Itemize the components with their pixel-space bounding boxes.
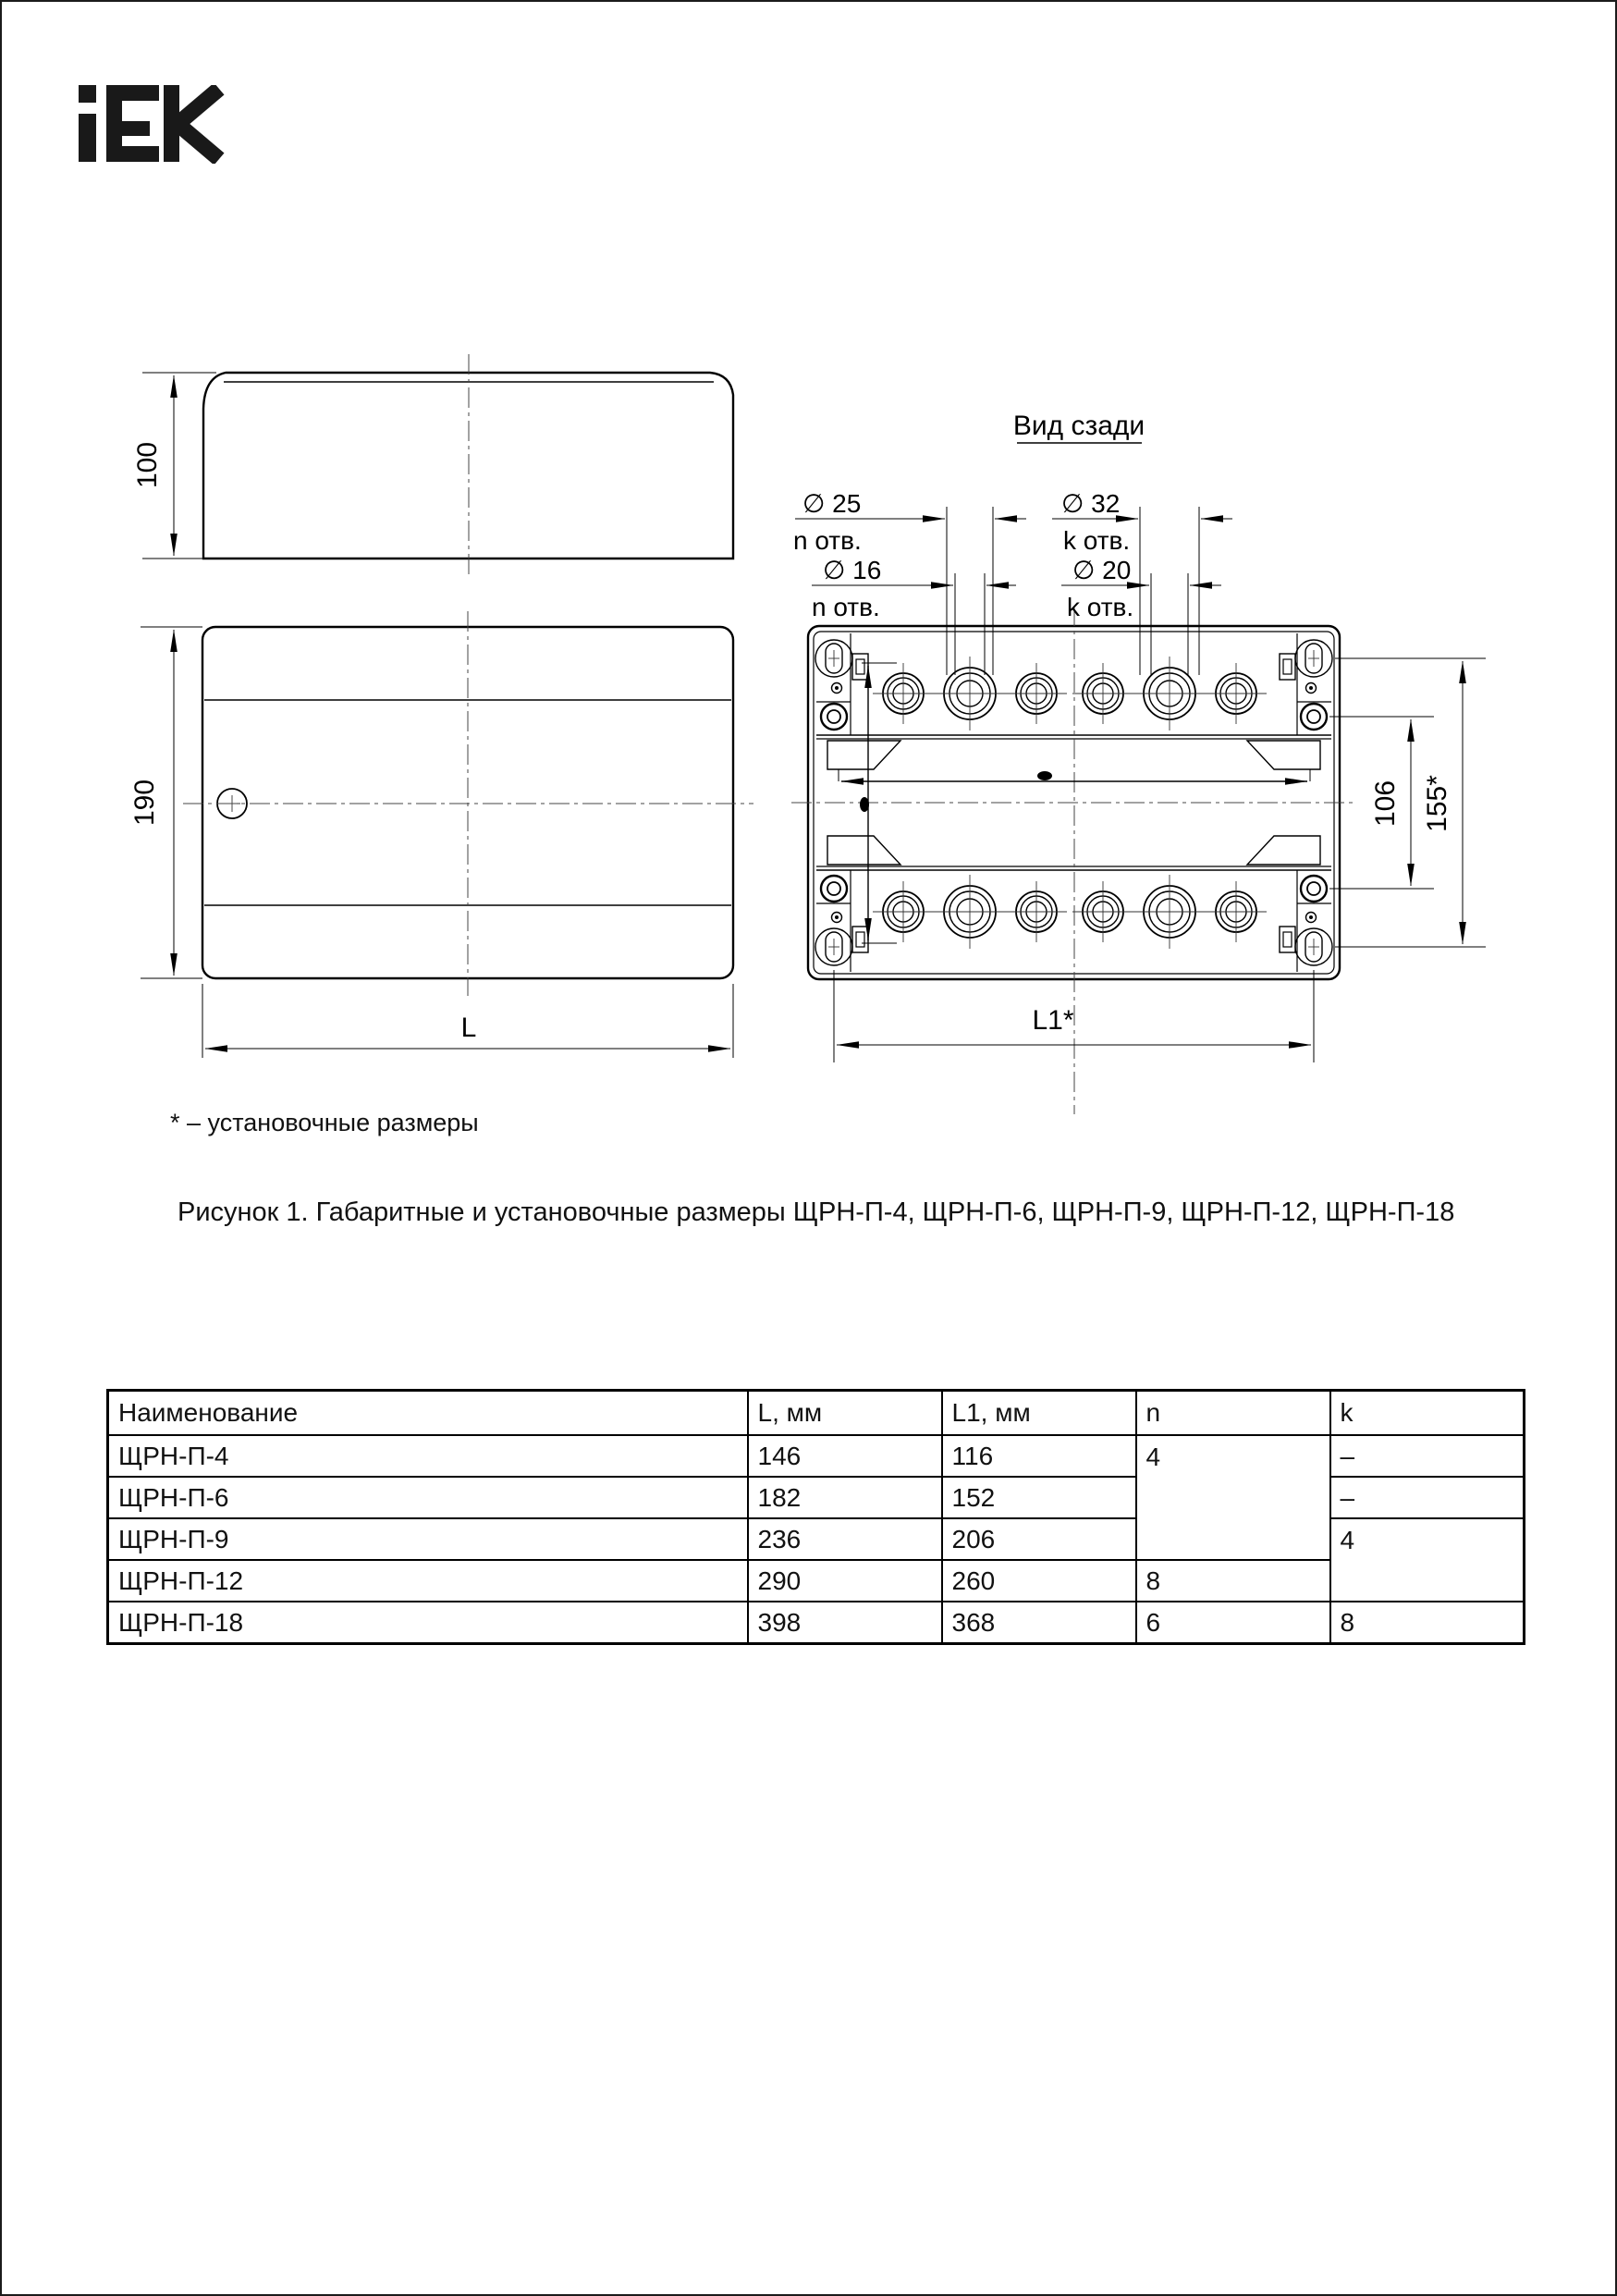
cell-l: 290	[748, 1560, 942, 1602]
din-bracket-upper-right	[1247, 741, 1320, 769]
front-view-dim-height	[129, 627, 202, 978]
knockout-bottom-4	[1072, 881, 1133, 942]
knockout-bottom-3	[1006, 881, 1067, 942]
dim-depth-label: 100	[132, 441, 163, 489]
cell-n: 8	[1136, 1560, 1330, 1602]
pilot-dot-bottom-left	[832, 913, 842, 923]
col-header-name: Наименование	[108, 1391, 748, 1436]
knockout-top-3	[1006, 663, 1067, 724]
dim-width-label: L	[460, 1013, 477, 1043]
din-bracket-lower-right	[1247, 836, 1320, 865]
knockout-top-1	[873, 663, 934, 724]
din-bracket-lower-left	[827, 836, 900, 865]
cell-l1: 152	[942, 1477, 1136, 1518]
cell-n: 4	[1136, 1435, 1330, 1560]
cell-k: 4	[1330, 1518, 1525, 1602]
mount-hole-top-right	[1301, 704, 1327, 730]
mount-oval-bottom-right	[1295, 928, 1332, 965]
pilot-dot-top-right	[1306, 683, 1317, 694]
clip-tab-top-left	[852, 654, 868, 680]
knockout-top-2	[933, 657, 1007, 731]
cell-l: 182	[748, 1477, 942, 1518]
dim-height-label: 190	[129, 779, 160, 827]
rear-view-title: Вид сзади	[1012, 411, 1145, 441]
knockout-top-5	[1133, 657, 1207, 731]
side-view	[203, 354, 733, 579]
hole3-dia-label: ∅ 32	[1061, 489, 1121, 518]
hole2-qty-label: n отв.	[812, 593, 880, 621]
footnote: * – установочные размеры	[170, 1109, 479, 1136]
clip-tab-top-right	[1280, 654, 1295, 680]
cell-name: ЩРН-П-4	[108, 1435, 748, 1477]
cell-l1: 260	[942, 1560, 1136, 1602]
rear-view-hole-callouts	[793, 489, 1232, 675]
pilot-dot-top-left	[832, 683, 842, 694]
internal-dim-text-smudge-v	[860, 797, 869, 812]
mount-hole-bottom-left	[821, 876, 847, 902]
cell-l1: 116	[942, 1435, 1136, 1477]
technical-drawing	[2, 2, 1617, 1167]
mount-oval-top-left	[815, 640, 852, 677]
hole1-qty-label: n отв.	[793, 526, 862, 555]
col-header-n: n	[1136, 1391, 1330, 1436]
hole1-dia-label: ∅ 25	[802, 489, 862, 518]
col-header-k: k	[1330, 1391, 1525, 1436]
cell-k: 8	[1330, 1602, 1525, 1644]
table-header-row	[108, 1391, 1525, 1436]
cell-n: 6	[1136, 1602, 1330, 1644]
table-row	[108, 1602, 1525, 1644]
cell-k: –	[1330, 1435, 1525, 1477]
hole4-dia-label: ∅ 20	[1072, 556, 1132, 584]
figure-caption: Рисунок 1. Габаритные и установочные размеры ЩРН-П-4, ЩРН-П-6, ЩРН-П-9, ЩРН-П-12, ЩРН-П-18	[178, 1197, 1455, 1227]
clip-tab-bottom-right	[1280, 927, 1295, 952]
cell-l: 146	[748, 1435, 942, 1477]
dimensions-table	[106, 1389, 1525, 1645]
cell-l1: 206	[942, 1518, 1136, 1560]
pilot-dot-bottom-right	[1306, 913, 1317, 923]
hole4-qty-label: k отв.	[1067, 593, 1134, 621]
front-view	[183, 611, 753, 996]
rear-view	[791, 606, 1357, 1114]
cell-name: ЩРН-П-18	[108, 1602, 748, 1644]
cell-name: ЩРН-П-12	[108, 1560, 748, 1602]
din-bracket-upper-left	[827, 741, 900, 769]
knockout-top-4	[1072, 663, 1133, 724]
table-row	[108, 1435, 1525, 1477]
hole3-qty-label: k отв.	[1063, 526, 1131, 555]
mount-hole-bottom-right	[1301, 876, 1327, 902]
mount-hole-top-left	[821, 704, 847, 730]
knockout-top-6	[1206, 663, 1267, 724]
cell-name: ЩРН-П-9	[108, 1518, 748, 1560]
mount-oval-top-right	[1295, 640, 1332, 677]
rear-view-dim-106	[1329, 717, 1434, 889]
cell-name: ЩРН-П-6	[108, 1477, 748, 1518]
knockout-bottom-1	[873, 881, 934, 942]
mount-oval-bottom-left	[815, 928, 852, 965]
cell-l: 398	[748, 1602, 942, 1644]
internal-dim-text-smudge-h	[1037, 771, 1052, 780]
dim-mount-h-label: L1*	[1032, 1005, 1074, 1036]
dim-holes-v-label: 106	[1370, 780, 1401, 828]
knockout-bottom-5	[1133, 875, 1207, 949]
table-row	[108, 1560, 1525, 1602]
knockout-bottom-2	[933, 875, 1007, 949]
cell-l1: 368	[942, 1602, 1136, 1644]
hole2-dia-label: ∅ 16	[823, 556, 882, 584]
col-header-l: L, мм	[748, 1391, 942, 1436]
knockout-bottom-6	[1206, 881, 1267, 942]
cell-l: 236	[748, 1518, 942, 1560]
dim-mount-v-label: 155*	[1422, 775, 1452, 832]
clip-tab-bottom-left	[852, 927, 868, 952]
cell-k: –	[1330, 1477, 1525, 1518]
col-header-l1: L1, мм	[942, 1391, 1136, 1436]
